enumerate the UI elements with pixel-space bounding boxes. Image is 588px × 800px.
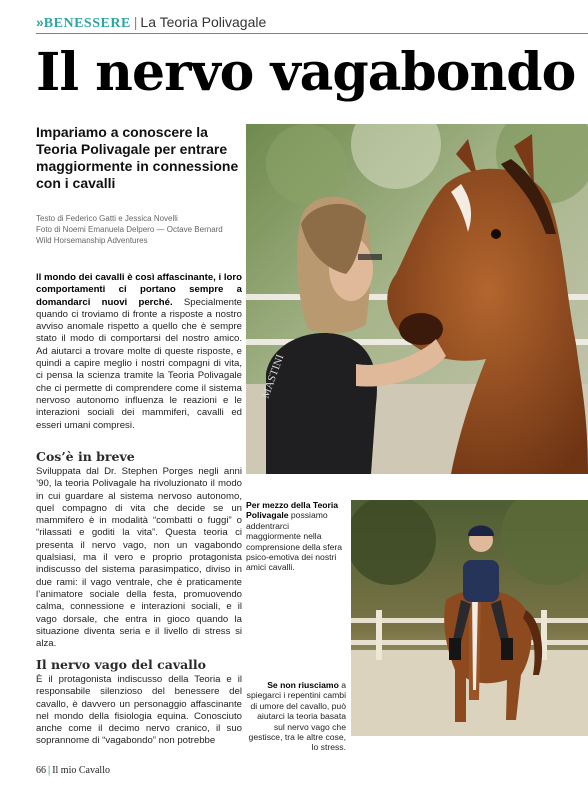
photo-rider-on-horse-illustration xyxy=(351,500,588,736)
section-paragraph: È il protagonista indiscusso della Teoria e il responsabile silenzioso del benessere del cavallo, è davvero un personaggio affascinante nel mondo della fisiologia equina. Conosciuto anche come il decimo nervo cranico, il suo soprannome di “vagabondo” non potrebbe xyxy=(36,674,242,747)
header-separator: | xyxy=(133,14,138,30)
photo-rider-on-horse xyxy=(351,500,588,736)
credit-photo: Foto di Noemi Emanuela Delpero — Octave Bernard xyxy=(36,225,223,234)
photo-woman-with-horse-illustration xyxy=(246,124,588,474)
folio-separator: | xyxy=(48,765,51,776)
magazine-name: Il mio Cavallo xyxy=(52,765,110,776)
caption-text: a spiegarci i repentini cambi di umore del cavallo, può aiutarci la teoria basata sul nervo vago che gestisce, tra le altre cose, lo stress. xyxy=(246,680,346,753)
intro-lead: l mondo dei cavalli è così affascinante, i loro comportamenti ci portano sempre a domandarci nuovi perché. xyxy=(36,272,242,308)
article-credits xyxy=(36,213,242,246)
page-folio xyxy=(36,765,110,776)
credit-text: Testo di Federico Gatti e Jessica Novelli xyxy=(36,214,178,223)
photo-woman-with-horse xyxy=(246,124,588,474)
caption-lead: Se non riusciamo xyxy=(267,680,339,690)
shirt-logo-text: MASTINI xyxy=(259,352,287,401)
article-title: Il nervo vagabondo xyxy=(36,42,576,103)
header-rule xyxy=(36,33,588,34)
intro-text: Specialmente quando ci troviamo di fronte a risposte a nostro avviso anomale rispetto a quello che è sempre stato il modo di comportarsi del nostro amico. Ad aiutarci a trovare molte di queste risposte, e quindi a capire meglio i nostri compagni di vita, ci pensa la scienza tramite la Teoria Polivagale che ci permette di comprendere come il sistema nervoso autonomo influenza le reazioni e le interazioni sociali dei mammiferi, cavalli ed esseri umani compresi. xyxy=(36,296,242,431)
section-heading: Il nervo vago del cavallo xyxy=(36,657,207,672)
double-chevron-icon: » xyxy=(36,14,42,30)
subsection-label: La Teoria Polivagale xyxy=(140,14,267,30)
section-paragraph: Sviluppata dal Dr. Stephen Porges negli anni ’90, la teoria Polivagale ha rivoluzionato il modo in cui guardare al sistema nervoso autonomo, quel compagno di vita che decide se un mammifero è in modalità “combatti o fuggi” o “rilassati e goditi la vita”. Questa teoria ci presenta il nervo vago, non un vagabondo qualsiasi, ma il vero e proprio protagonista indiscusso del sistema parasimpatico, diviso in due rami: il vago ventrale, che è praticamente l’animatore sociale della festa, promuovendo calma, connessione e interazioni sociali, e il vago dorsale, che entra in gioco quando la situazione diventa seria e il livello di stress si alza. xyxy=(36,466,242,650)
section-label: BENESSERE xyxy=(43,16,131,31)
caption-text: possiamo addentrarci maggiormente nella comprensione della sfera psico-emotiva dei nostri amici cavalli. xyxy=(246,510,343,573)
section-heading: Cos’è in breve xyxy=(36,449,135,464)
photo-caption xyxy=(246,680,346,753)
photo-caption xyxy=(246,500,346,573)
drop-cap: I xyxy=(36,272,39,283)
article-lede: Impariamo a conoscere la Teoria Polivagale per entrare maggiormente in connessione con i cavalli xyxy=(36,124,239,191)
section-header xyxy=(36,14,266,32)
credit-org: Wild Horsemanship Adventures xyxy=(36,236,148,245)
caption-lead: Per mezzo della Teoria Polivagale xyxy=(246,500,339,521)
intro-paragraph xyxy=(36,272,242,432)
page-number: 66 xyxy=(36,765,46,776)
